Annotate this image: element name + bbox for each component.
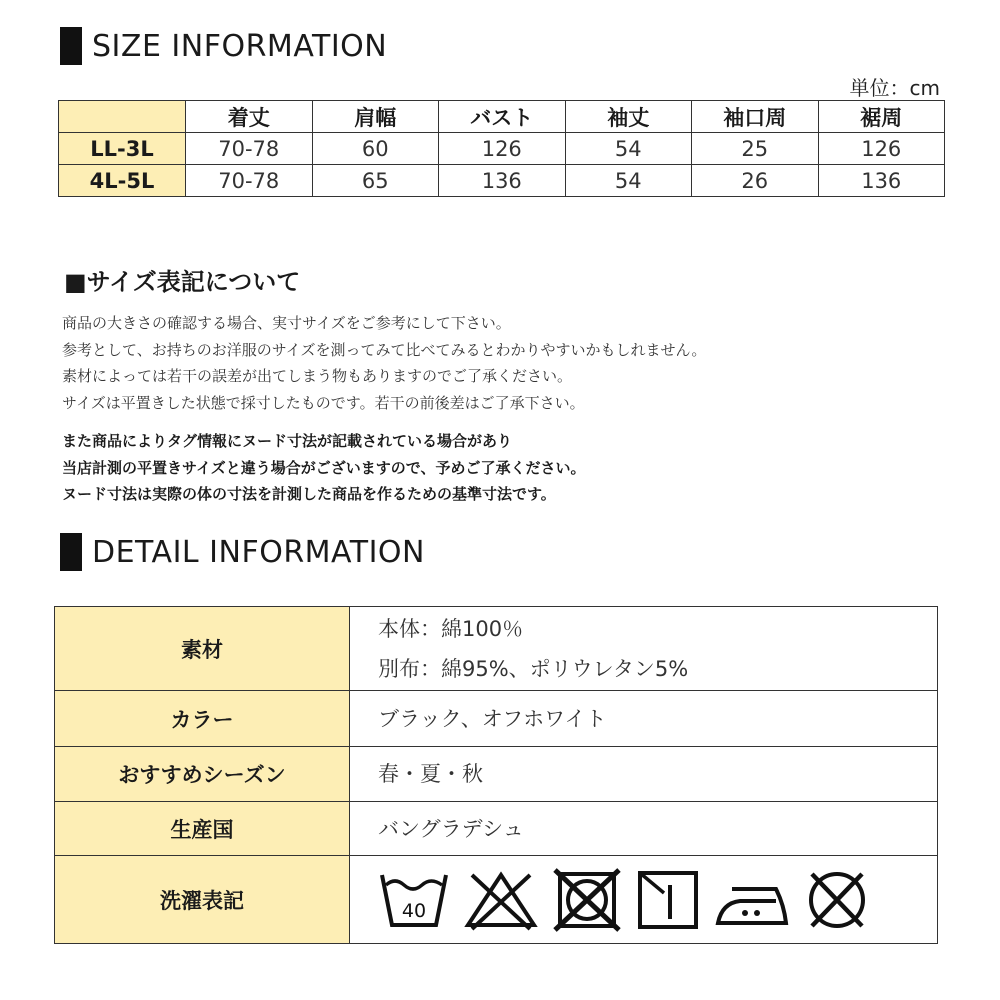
note-line: 素材によっては若干の誤差が出てしまう物もありますのでご了承ください。 xyxy=(62,367,573,385)
wash-temperature: 40 xyxy=(401,899,427,922)
season-value: 春・夏・秋 xyxy=(378,762,483,786)
column-header-shoulder: 肩幅 xyxy=(312,101,439,133)
material-line: 別布：綿95%、ポリウレタン5% xyxy=(378,656,689,681)
heading-bar-marker xyxy=(60,27,82,65)
table-cell: 136 xyxy=(818,165,945,197)
note-line: 参考として、お持ちのお洋服のサイズを測ってみて比べてみるとわかりやすいかもしれません。 xyxy=(62,340,707,359)
detail-heading-text: DETAIL INFORMATION xyxy=(92,534,425,570)
care-icons xyxy=(378,868,937,932)
detail-value xyxy=(350,802,938,856)
size-notes xyxy=(62,310,706,416)
material-line: 本体：綿100％ xyxy=(378,616,524,641)
table-cell: 126 xyxy=(439,133,566,165)
heading-bar-marker xyxy=(60,533,82,571)
column-header-cuff: 袖口周 xyxy=(692,101,819,133)
detail-label: 生産国 xyxy=(55,802,350,856)
detail-information-heading xyxy=(60,530,425,574)
hang-dry-icon xyxy=(636,869,700,931)
note-line-bold: また商品によりタグ情報にヌード寸法が記載されている場合があり xyxy=(62,432,513,450)
detail-label: 洗濯表記 xyxy=(55,856,350,944)
color-value: ブラック、オフホワイト xyxy=(378,706,607,731)
detail-label: 素材 xyxy=(55,607,350,691)
size-table xyxy=(58,100,945,197)
no-dry-clean-icon xyxy=(804,868,870,932)
note-line-bold: ヌード寸法は実際の体の寸法を計測した商品を作るための基準寸法です。 xyxy=(62,485,556,503)
detail-label: カラー xyxy=(55,691,350,747)
origin-value: バングラデシュ xyxy=(378,816,524,841)
note-line-bold: 当店計測の平置きサイズと違う場合がございますので、予めご了承ください。 xyxy=(62,458,586,477)
size-table-corner-cell xyxy=(59,101,186,133)
size-notes-title: ■サイズ表記について xyxy=(64,268,301,296)
table-row xyxy=(59,165,945,197)
column-header-length: 着丈 xyxy=(186,101,313,133)
table-cell: 65 xyxy=(312,165,439,197)
table-cell: 126 xyxy=(818,133,945,165)
size-heading-text: SIZE INFORMATION xyxy=(92,28,388,64)
detail-row-origin xyxy=(55,802,938,856)
table-cell: 70-78 xyxy=(186,165,313,197)
table-cell: 54 xyxy=(565,165,692,197)
detail-value xyxy=(350,607,938,691)
size-label: LL-3L xyxy=(59,133,186,165)
detail-value xyxy=(350,747,938,802)
size-information-heading xyxy=(60,24,387,68)
table-cell: 26 xyxy=(692,165,819,197)
table-cell: 25 xyxy=(692,133,819,165)
no-bleach-icon xyxy=(464,869,538,931)
detail-row-material xyxy=(55,607,938,691)
detail-row-care xyxy=(55,856,938,944)
table-cell: 136 xyxy=(439,165,566,197)
table-cell: 70-78 xyxy=(186,133,313,165)
table-row xyxy=(59,133,945,165)
size-notes-emphasis xyxy=(62,428,586,508)
column-header-hem: 裾周 xyxy=(818,101,945,133)
unit-label: 単位：cm xyxy=(849,76,940,100)
detail-value xyxy=(350,691,938,747)
wash-40-icon xyxy=(378,869,450,931)
note-line: 商品の大きさの確認する場合、実寸サイズをご参考にして下さい。 xyxy=(62,314,511,332)
detail-table xyxy=(54,606,938,944)
size-table-header-row xyxy=(59,101,945,133)
no-tumble-dry-icon xyxy=(552,868,622,932)
table-cell: 54 xyxy=(565,133,692,165)
detail-row-season xyxy=(55,747,938,802)
detail-row-color xyxy=(55,691,938,747)
iron-medium-icon xyxy=(714,869,790,931)
note-line: サイズは平置きした状態で採寸したものです。若干の前後差はご了承下さい。 xyxy=(62,393,585,412)
column-header-sleeve: 袖丈 xyxy=(565,101,692,133)
size-label: 4L-5L xyxy=(59,165,186,197)
detail-value xyxy=(350,856,938,944)
table-cell: 60 xyxy=(312,133,439,165)
column-header-bust: バスト xyxy=(439,101,566,133)
detail-label: おすすめシーズン xyxy=(55,747,350,802)
